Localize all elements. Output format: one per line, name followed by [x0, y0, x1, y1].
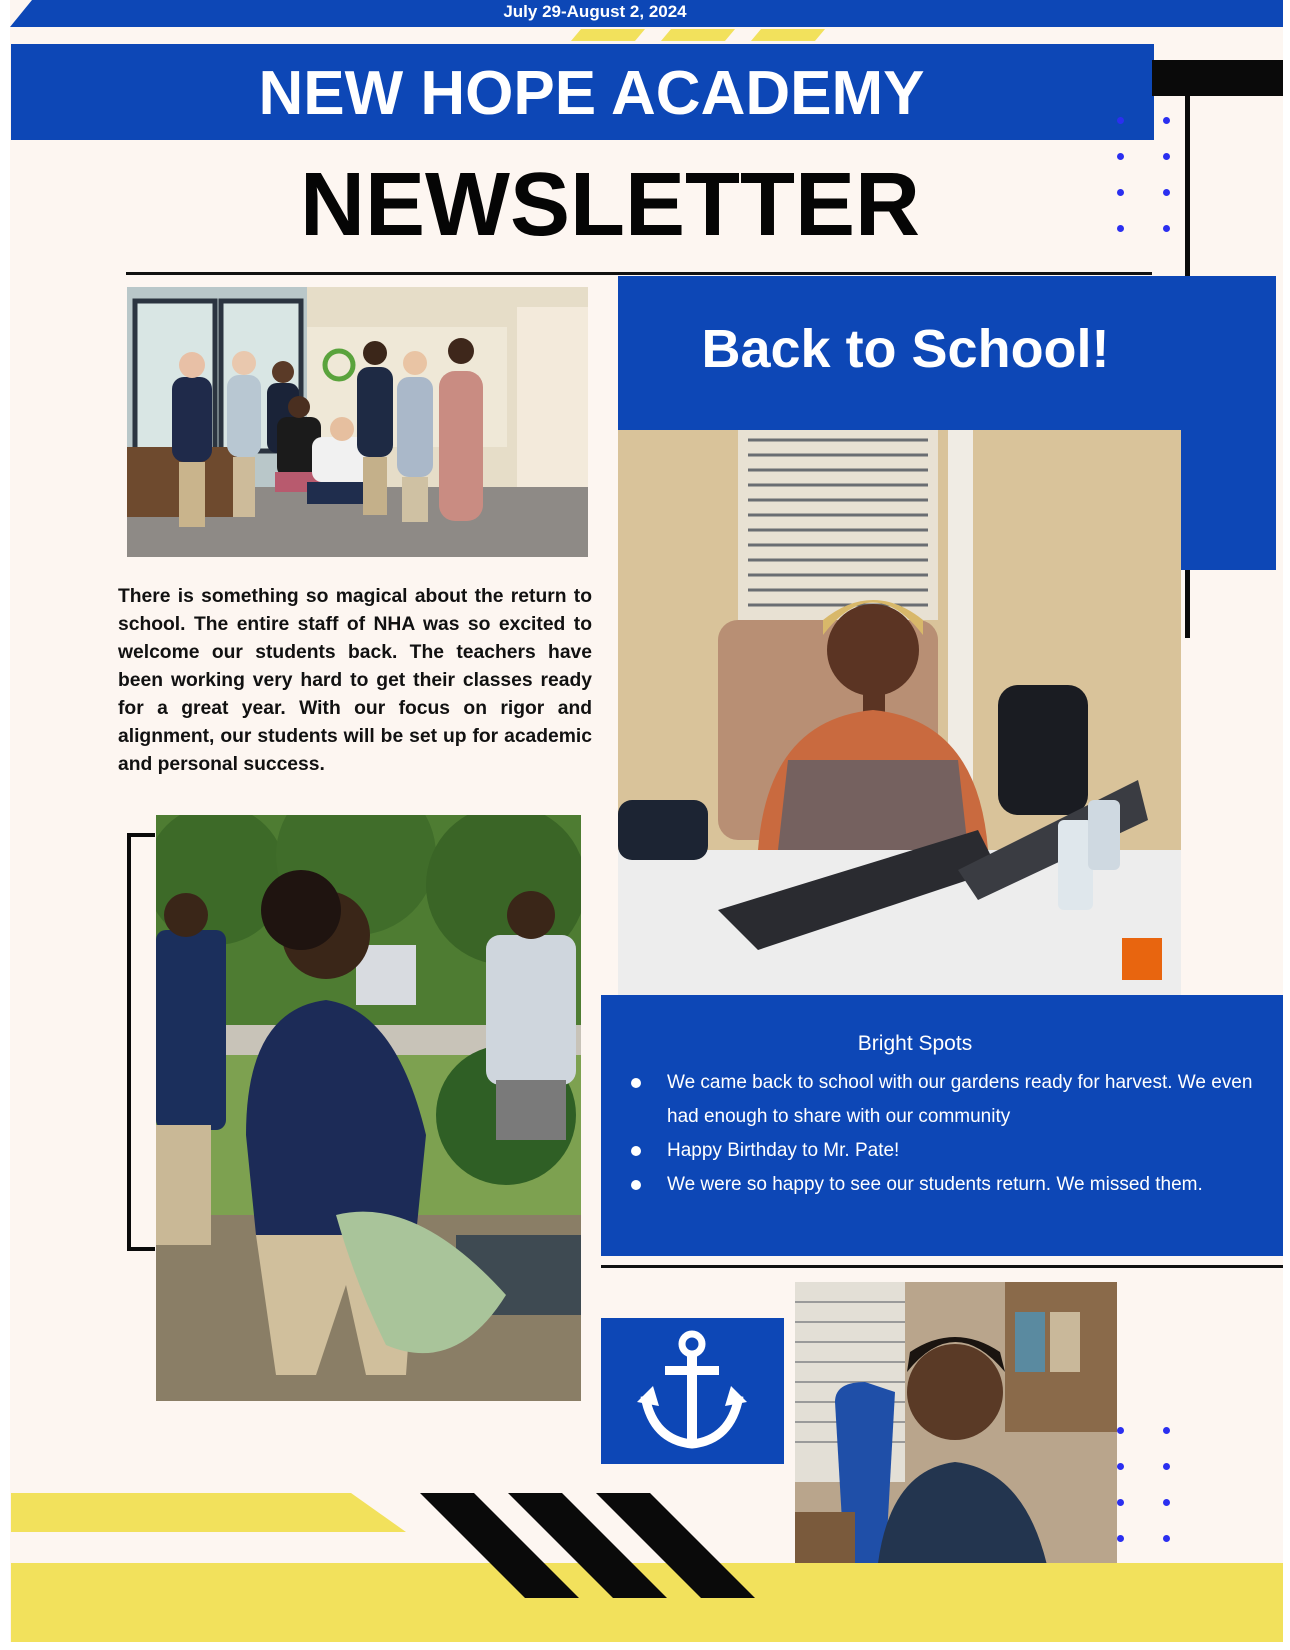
decorative-yellow-band — [11, 1493, 406, 1532]
decorative-dot — [1163, 225, 1170, 232]
yellow-stripe — [571, 29, 645, 41]
anchor-badge — [601, 1318, 784, 1464]
decorative-dot — [1117, 153, 1124, 160]
decorative-dot — [1117, 1535, 1124, 1542]
decorative-dot — [1163, 189, 1170, 196]
decorative-dot — [1163, 153, 1170, 160]
staff-office-photo — [618, 430, 1181, 997]
anchor-icon — [637, 1330, 747, 1452]
decorative-dot — [1163, 1427, 1170, 1434]
bright-spots-list — [622, 1066, 1282, 1202]
decorative-yellow-footer — [11, 1563, 1283, 1642]
decorative-dot — [1117, 189, 1124, 196]
decorative-dot — [1163, 1535, 1170, 1542]
decorative-dot — [1163, 1499, 1170, 1506]
decorative-orange-square — [1122, 938, 1162, 980]
decorative-dot — [1117, 1463, 1124, 1470]
staff-group-photo — [127, 287, 588, 557]
intro-paragraph: There is something so magical about the return to school. The entire staff of NHA was so excited to welcome our students back. The teachers have been working very hard to get their classes ready for a great year. With our focus on rigor and alignment, our students will be set up for academic and personal success. — [118, 586, 592, 775]
decorative-dot — [1117, 225, 1124, 232]
decorative-dot — [1117, 1499, 1124, 1506]
bright-spots-title: Bright Spots — [857, 1032, 973, 1055]
section-divider — [601, 1265, 1283, 1268]
header-divider — [126, 272, 1152, 275]
decorative-dot — [1117, 1427, 1124, 1434]
decorative-dot — [1163, 1463, 1170, 1470]
decorative-dot — [1117, 117, 1124, 124]
bright-spot-item: Happy Birthday to Mr. Pate! — [622, 1134, 1282, 1168]
school-name: NEW HOPE ACADEMY — [258, 59, 925, 128]
decorative-dot — [1163, 117, 1170, 124]
student-garden-photo — [156, 815, 581, 1401]
decorative-black-bar — [1152, 60, 1283, 96]
bright-spot-item: We were so happy to see our students return. We missed them. — [622, 1168, 1282, 1202]
yellow-stripe — [661, 29, 735, 41]
back-to-school-heading: Back to School! — [701, 319, 1110, 379]
date-range: July 29-August 2, 2024 — [503, 2, 687, 21]
bright-spot-item: We came back to school with our gardens ready for harvest. We even had enough to share with our community — [622, 1066, 1282, 1134]
decorative-bracket — [127, 833, 155, 1251]
newsletter-title: NEWSLETTER — [300, 155, 920, 255]
yellow-stripe — [751, 29, 825, 41]
newsletter-page — [10, 0, 1283, 1642]
